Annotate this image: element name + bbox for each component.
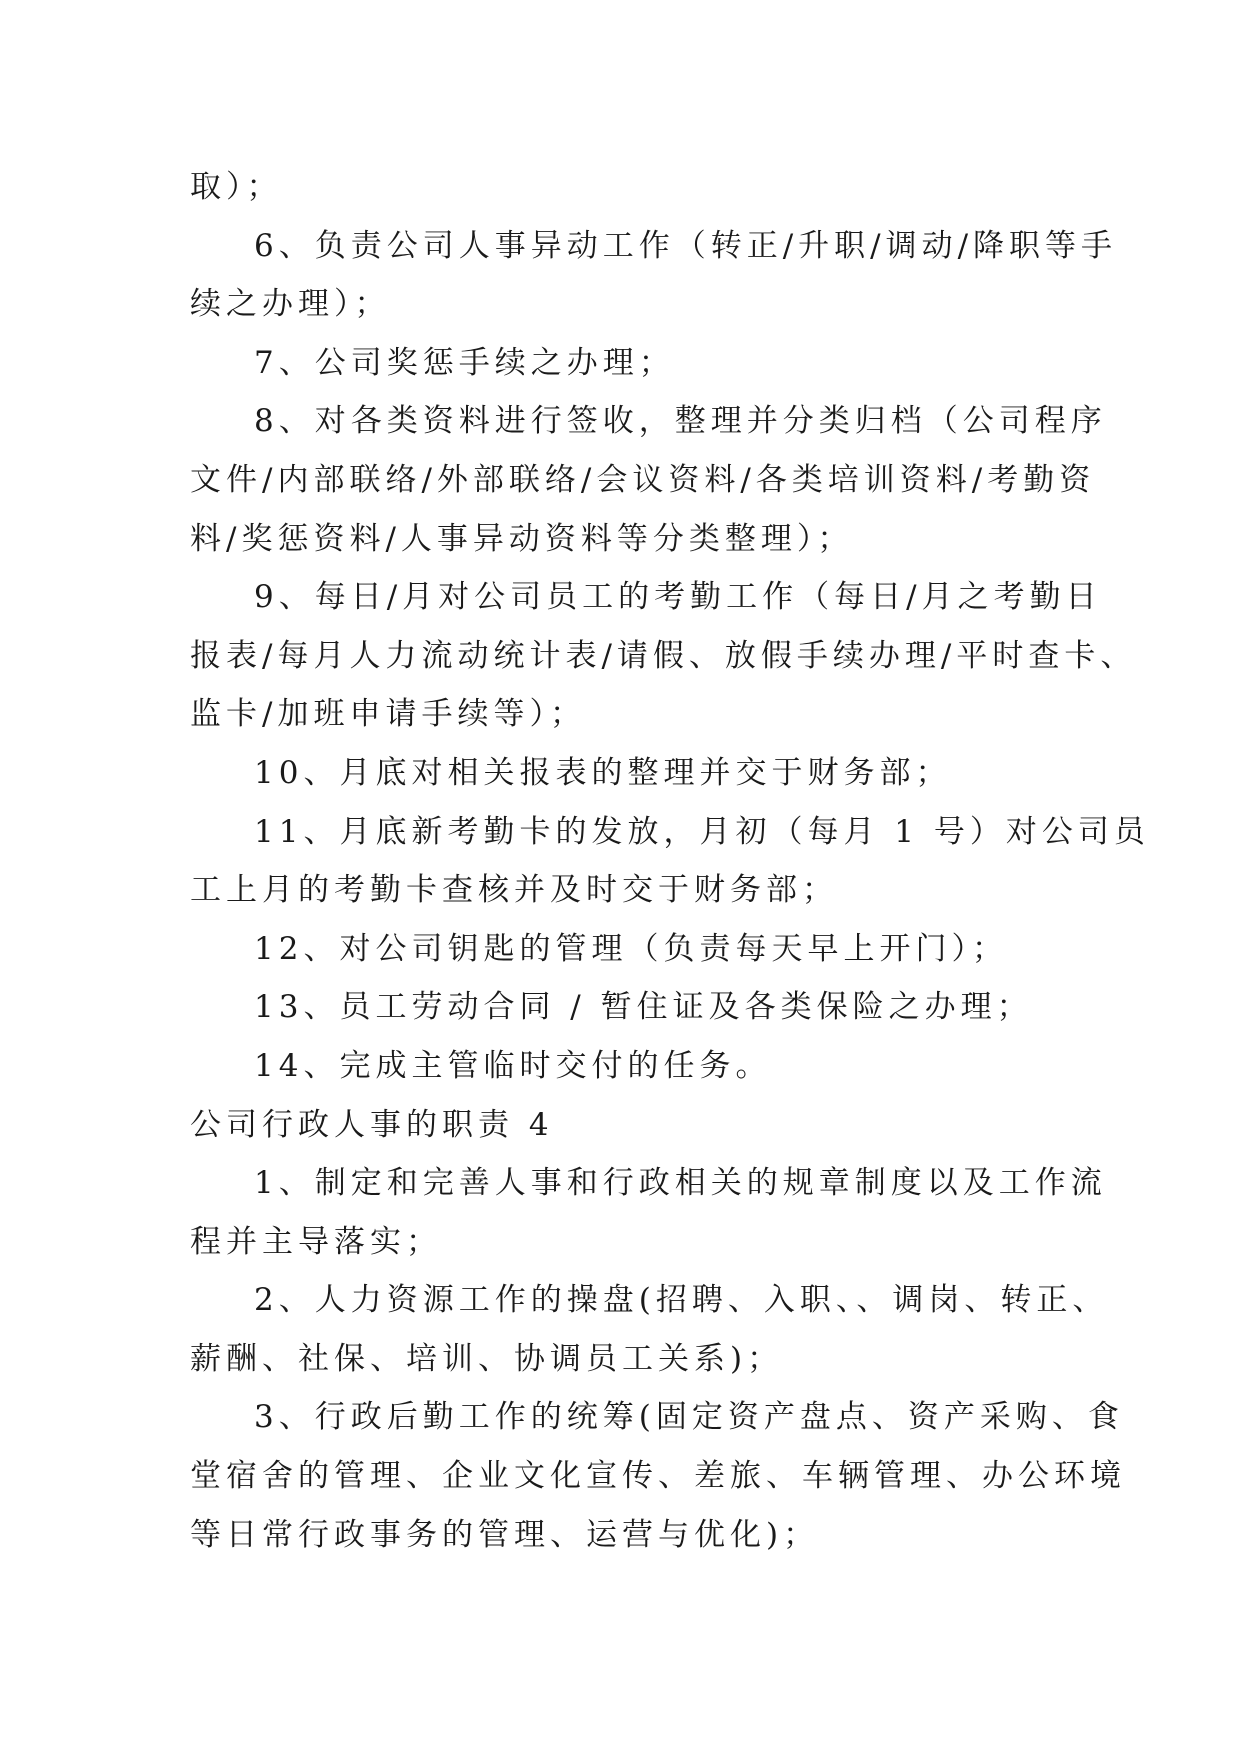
text-line: 料/奖惩资料/人事异动资料等分类整理）； <box>190 520 854 557</box>
text-line: 文件/内部联络/外部联络/会议资料/各类培训资料/考勤资 <box>190 461 1096 498</box>
text-line: 等日常行政事务的管理、运营与优化)； <box>190 1516 820 1553</box>
section-heading: 公司行政人事的职责 4 <box>190 1106 554 1143</box>
document-body <box>190 158 1150 1564</box>
text-line: 13、员工劳动合同 / 暂住证及各类保险之办理； <box>254 989 1033 1026</box>
text-line: 1、制定和完善人事和行政相关的规章制度以及工作流 <box>254 1165 1107 1202</box>
text-line: 薪酬、社保、培训、协调员工关系)； <box>190 1340 784 1377</box>
text-line: 10、月底对相关报表的整理并交于财务部； <box>254 754 952 791</box>
text-line: 续之办理）； <box>190 286 391 323</box>
text-line: 2、人力资源工作的操盘(招聘、入职、、调岗、转正、 <box>254 1282 1109 1319</box>
text-line: 9、每日/月对公司员工的考勤工作（每日/月之考勤日 <box>254 579 1102 616</box>
text-line: 堂宿舍的管理、企业文化宣传、差旅、车辆管理、办公环境 <box>190 1458 1126 1495</box>
text-line: 报表/每月人力流动统计表/请假、放假手续办理/平时查卡、 <box>190 637 1137 674</box>
text-line: 工上月的考勤卡查核并及时交于财务部； <box>190 872 838 909</box>
text-line: 监卡/加班申请手续等）； <box>190 696 586 733</box>
text-line: 8、对各类资料进行签收，整理并分类归档（公司程序 <box>254 403 1107 440</box>
text-line: 11、月底新考勤卡的发放，月初（每月 1 号）对公司员 <box>254 813 1150 850</box>
text-line: 取）； <box>190 169 283 205</box>
text-line: 7、公司奖惩手续之办理； <box>254 344 675 381</box>
text-line: 12、对公司钥匙的管理（负责每天早上开门）； <box>254 930 1008 967</box>
text-line: 程并主导落实； <box>190 1223 442 1260</box>
text-line: 3、行政后勤工作的统筹(固定资产盘点、资产采购、食 <box>254 1399 1124 1436</box>
text-line: 14、完成主管临时交付的任务。 <box>254 1047 772 1084</box>
text-line: 6、负责公司人事异动工作（转正/升职/调动/降职等手 <box>254 227 1118 264</box>
